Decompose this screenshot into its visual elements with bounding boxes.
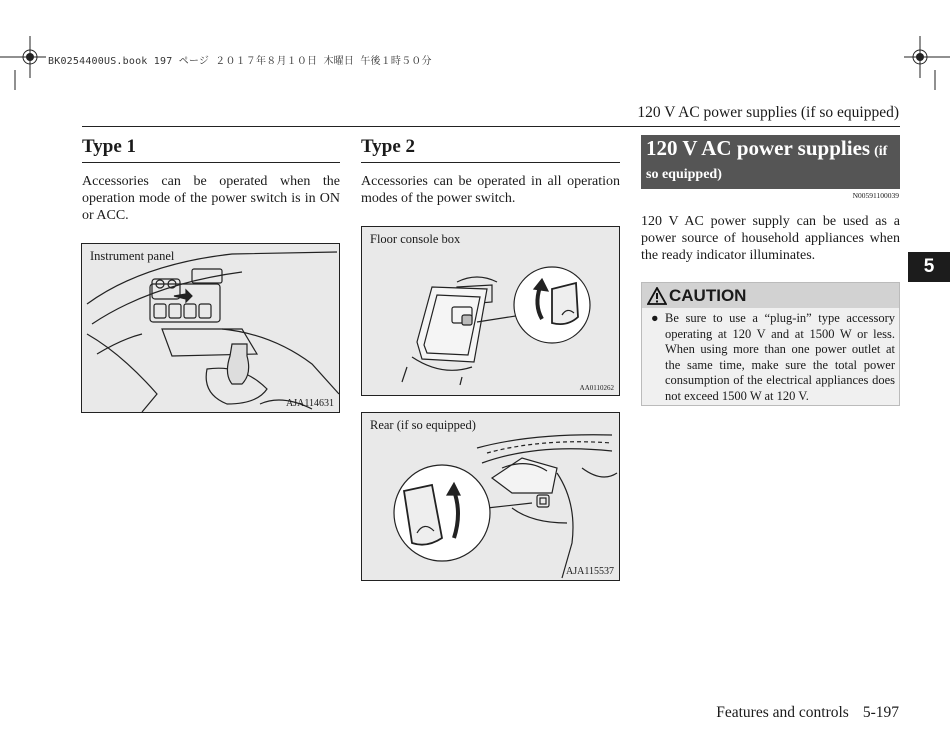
type2-heading: Type 2 (361, 136, 620, 163)
figure-label: Instrument panel (90, 249, 175, 263)
caution-box (641, 282, 900, 406)
caution-body (642, 308, 899, 404)
instrument-panel-illustration (82, 244, 339, 412)
running-title: 120 V AC power supplies (if so equipped) (637, 104, 899, 121)
figure-instrument-panel (81, 243, 340, 413)
section-title-sub-2: so equipped) (646, 167, 722, 182)
figure-label: Rear (if so equipped) (370, 418, 476, 432)
floor-console-illustration (362, 227, 619, 395)
column-type1 (82, 136, 340, 224)
footer-section: Features and controls (716, 704, 849, 721)
type1-heading: Type 1 (82, 136, 340, 163)
header-rule (82, 126, 900, 127)
bullet-icon: ● (651, 311, 659, 325)
page-footer (716, 704, 899, 722)
section-title (641, 135, 900, 189)
section-title-sub-1: (if (874, 144, 888, 159)
figure-code: AJA114631 (286, 398, 334, 409)
reference-code: N00591100039 (852, 191, 899, 200)
print-header: BK0254400US.book 197 ページ ２０１７年８月１０日 木曜日 午後１時５０分 (48, 56, 432, 67)
rear-outlet-illustration (362, 413, 619, 580)
type1-text: Accessories can be operated when the operation mode of the power switch is in ON or ACC. (82, 174, 340, 223)
figure-code: AA0110262 (579, 384, 614, 392)
caution-header (642, 283, 899, 308)
page-number: 5-197 (862, 704, 899, 721)
warning-triangle-icon (647, 287, 667, 305)
figure-label: Floor console box (370, 232, 461, 246)
section-text: 120 V AC power supply can be used as a power source of household appliances when the ready indicator illuminates. (641, 214, 900, 263)
section-title-main: 120 V AC power supplies (646, 136, 871, 160)
figure-floor-console-box (361, 226, 620, 396)
caution-title: CAUTION (669, 285, 747, 305)
column-type2 (361, 136, 620, 207)
caution-text: Be sure to use a “plug-in” type accessory operating at 120 V and at 1500 W or less. When using more than one power outlet at the same time, make sure the total power consumption of the electrical appliances does not exceed 1500 W at 120 V. (665, 311, 895, 403)
crop-mark-right (890, 30, 950, 90)
figure-rear-outlet (361, 412, 620, 581)
figure-code: AJA115537 (566, 566, 614, 577)
type2-text: Accessories can be operated in all operation modes of the power switch. (361, 174, 620, 206)
chapter-tab: 5 (908, 252, 950, 282)
